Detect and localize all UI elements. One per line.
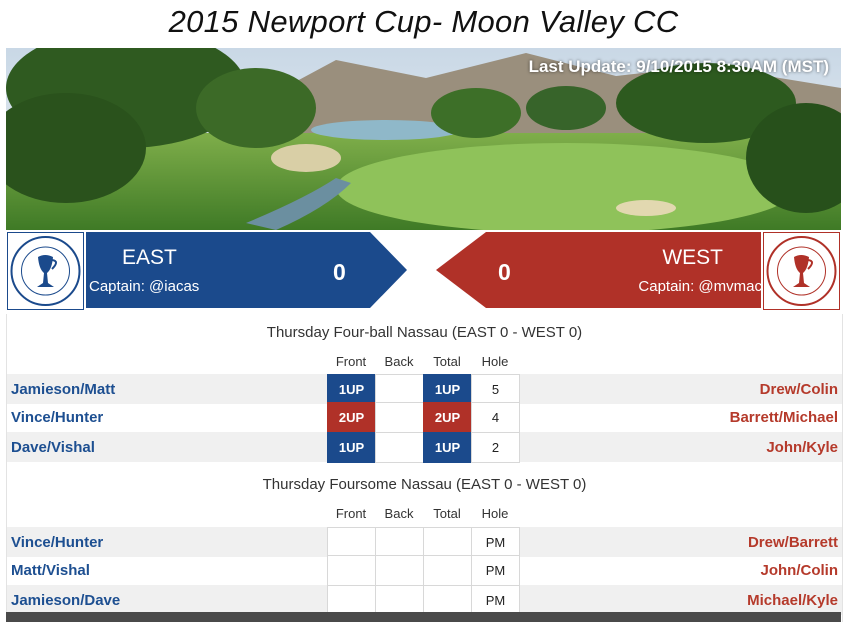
back-result xyxy=(375,374,424,405)
front-result: 1UP xyxy=(327,432,376,463)
hole-number: 5 xyxy=(471,374,520,405)
west-pair-name: Drew/Colin xyxy=(759,381,838,398)
east-captain: Captain: @iacas xyxy=(89,278,200,295)
col-hole: Hole xyxy=(481,506,509,521)
match-row xyxy=(7,374,842,404)
team-scoreboard xyxy=(0,230,847,312)
col-front: Front xyxy=(335,506,367,521)
hole-number: 4 xyxy=(471,402,520,433)
west-pair-name: Drew/Barrett xyxy=(747,534,838,551)
east-logo xyxy=(7,232,84,310)
back-result xyxy=(375,527,424,558)
west-pair-name: Barrett/Michael xyxy=(729,409,838,426)
west-team-name: WEST xyxy=(662,246,723,269)
west-team-panel xyxy=(436,232,761,313)
east-pair-name: Jamieson/Matt xyxy=(11,381,116,398)
front-result: 1UP xyxy=(327,374,376,405)
front-result xyxy=(327,527,376,558)
page-title: 2015 Newport Cup- Moon Valley CC xyxy=(168,4,679,39)
hole-number: PM xyxy=(471,585,520,616)
bottom-divider xyxy=(6,612,841,622)
hole-number: PM xyxy=(471,555,520,586)
east-pair-name: Vince/Hunter xyxy=(11,409,104,426)
west-score: 0 xyxy=(498,259,511,285)
total-result: 1UP xyxy=(423,432,472,463)
west-arrow-shape xyxy=(436,232,761,308)
east-score: 0 xyxy=(333,259,346,285)
total-result: 2UP xyxy=(423,402,472,433)
match-row xyxy=(7,527,842,557)
west-pair-name: Michael/Kyle xyxy=(747,592,838,609)
east-arrow-shape xyxy=(86,232,408,308)
match-row xyxy=(7,402,842,432)
back-result xyxy=(375,432,424,463)
col-back: Back xyxy=(384,506,414,521)
back-result xyxy=(375,555,424,586)
west-captain: Captain: @mvmac xyxy=(638,278,762,295)
front-result: 2UP xyxy=(327,402,376,433)
front-result xyxy=(327,555,376,586)
course-banner-image xyxy=(6,48,841,230)
total-result: 1UP xyxy=(423,374,472,405)
col-front: Front xyxy=(335,354,367,369)
last-update-text: Last Update: 9/10/2015 8:30AM (MST) xyxy=(528,57,829,76)
east-pair-name: Dave/Vishal xyxy=(11,439,95,456)
east-team-panel xyxy=(86,232,408,313)
section-title-foursome: Thursday Foursome Nassau (EAST 0 - WEST 0) xyxy=(262,476,587,493)
east-team-name: EAST xyxy=(122,246,177,269)
hole-number: 2 xyxy=(471,432,520,463)
total-result xyxy=(423,555,472,586)
match-row xyxy=(7,432,842,462)
back-result xyxy=(375,402,424,433)
newport-cup-logo-icon xyxy=(8,233,83,309)
east-pair-name: Matt/Vishal xyxy=(11,562,90,579)
match-row xyxy=(7,555,842,585)
section-title-fourball: Thursday Four-ball Nassau (EAST 0 - WEST 0) xyxy=(266,324,583,341)
west-pair-name: John/Kyle xyxy=(766,439,838,456)
west-logo xyxy=(763,232,840,310)
col-back: Back xyxy=(384,354,414,369)
col-hole: Hole xyxy=(481,354,509,369)
col-total: Total xyxy=(433,354,461,369)
east-pair-name: Vince/Hunter xyxy=(11,534,104,551)
east-pair-name: Jamieson/Dave xyxy=(11,592,121,609)
col-total: Total xyxy=(433,506,461,521)
hole-number: PM xyxy=(471,527,520,558)
newport-cup-logo-icon xyxy=(764,233,839,309)
west-pair-name: John/Colin xyxy=(760,562,838,579)
total-result xyxy=(423,527,472,558)
match-results xyxy=(6,314,843,622)
match-row xyxy=(7,585,842,615)
